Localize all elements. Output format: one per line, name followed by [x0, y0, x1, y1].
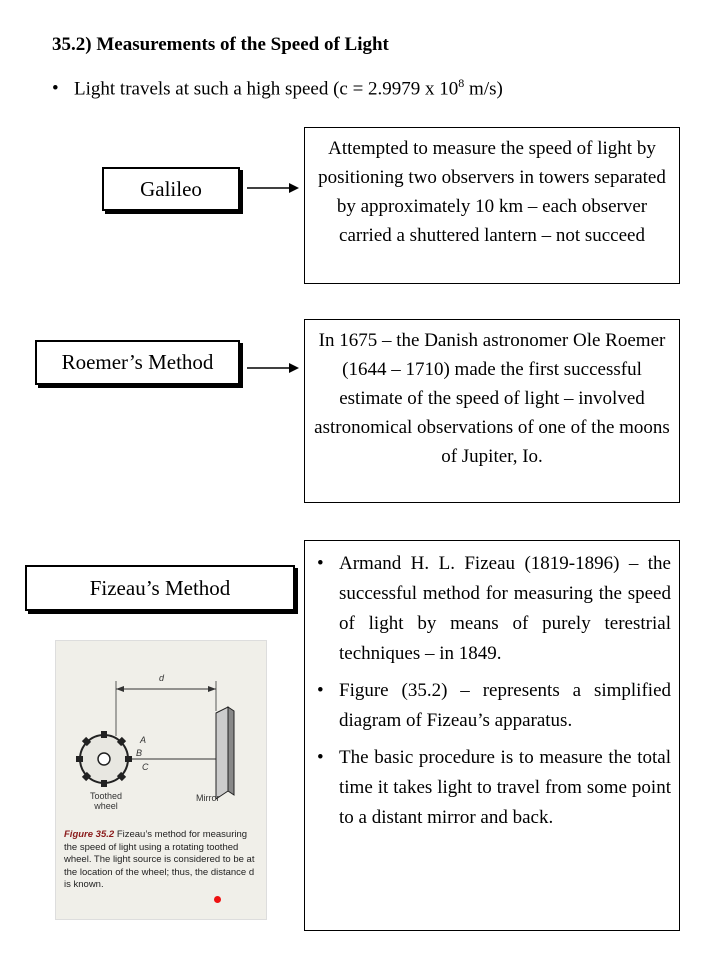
roemer-label: Roemer’s Method [61, 350, 214, 374]
page-title: 35.2) Measurements of the Speed of Light [52, 34, 389, 55]
red-dot-mark [214, 896, 221, 903]
list-item: • Armand H. L. Fizeau (1819-1896) – the successful method for measuring the speed of light by means of purely terestrial techniques – in 1849. [313, 549, 671, 669]
galileo-description-box [304, 127, 680, 284]
mirror-icon [216, 707, 234, 799]
fizeau-apparatus-figure [55, 640, 267, 920]
roemer-description: In 1675 – the Danish astronomer Ole Roemer (1644 – 1710) made the first successful estimate of the speed of light – involved astronomical observations of one of the moons of Jupiter, Io. [314, 330, 670, 467]
distance-label: d [159, 673, 165, 683]
galileo-description: Attempted to measure the speed of light by positioning two observers in towers separated by approximately 10 km – each observer carried a shuttered lantern – not succeed [318, 138, 666, 246]
fizeau-label-box [25, 565, 295, 611]
intro-bullet [52, 76, 503, 100]
roemer-description-box [304, 319, 680, 503]
list-item: • Figure (35.2) – represents a simplified diagram of Fizeau’s apparatus. [313, 676, 671, 736]
mirror-label: Mirror [196, 793, 220, 803]
roemer-label-box [35, 340, 240, 385]
point-label-c: C [142, 762, 149, 772]
figure-caption [64, 829, 262, 892]
bullet-icon: • [52, 78, 59, 100]
point-label-a: A [140, 735, 147, 745]
caption-title: Figure 35.2 [64, 829, 115, 840]
fizeau-description-box [304, 540, 680, 931]
intro-exponent: 8 [458, 76, 465, 90]
bullet-icon: • [317, 680, 324, 701]
galileo-label-box [102, 167, 240, 211]
bullet-icon: • [317, 553, 324, 574]
galileo-arrow-icon [247, 180, 299, 196]
roemer-arrow-icon [247, 360, 299, 376]
intro-unit: m/s) [464, 78, 503, 100]
galileo-label: Galileo [140, 176, 202, 201]
fizeau-label: Fizeau’s Method [89, 575, 231, 600]
list-item: • The basic procedure is to measure the total time it takes light to travel from some point to a distant mirror and back. [313, 743, 671, 833]
caption-text: Fizeau’s method for measuring the speed of light using a rotating toothed wheel. The light source is considered to be at the location of the wheel; thus, the distance d is known. [64, 829, 255, 890]
point-label-b: B [136, 748, 143, 758]
bullet-icon: • [317, 747, 324, 768]
intro-text: Light travels at such a high speed (c = 2.9979 x 10 [74, 78, 459, 100]
wheel-label: Toothed wheel [89, 791, 123, 811]
toothed-wheel-icon [76, 731, 132, 787]
